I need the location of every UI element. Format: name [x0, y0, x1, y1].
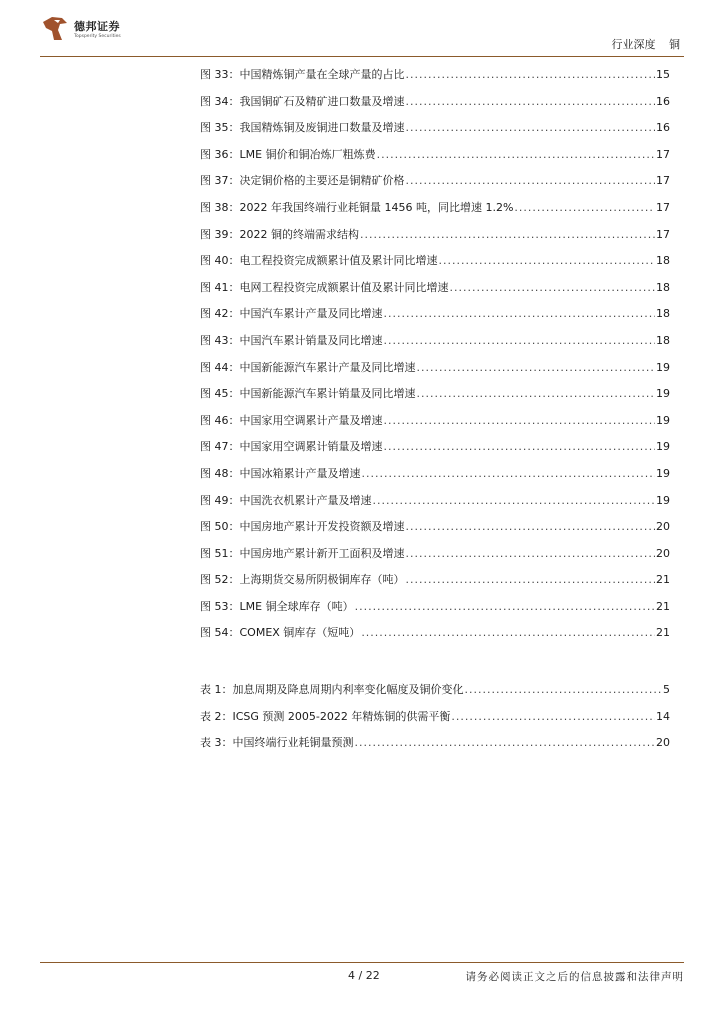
entry-label: 图 52：	[200, 573, 240, 587]
entry-title: 中国家用空调累计产量及增速	[239, 413, 383, 427]
entry-title: 中国家用空调累计销量及增速	[239, 440, 383, 454]
dot-leader	[514, 195, 655, 222]
entry-page-number: 18	[656, 307, 670, 321]
entry-title: 决定铜价格的主要还是铜精矿价格	[239, 174, 405, 188]
toc-entry[interactable]	[200, 620, 670, 647]
entry-label: 图 41：	[200, 280, 240, 294]
page-number: 4 / 22	[348, 969, 380, 982]
dot-leader	[417, 381, 656, 408]
table-of-contents	[200, 62, 670, 757]
entry-page-number: 15	[656, 68, 670, 81]
entry-label: 表 3：	[200, 736, 233, 750]
dot-leader	[406, 168, 656, 195]
toc-entry[interactable]	[200, 514, 670, 541]
entry-title: 2022 铜的终端需求结构	[239, 227, 359, 241]
dot-leader	[450, 275, 656, 302]
entry-title: 电网工程投资完成额累计值及累计同比增速	[239, 280, 449, 294]
dot-leader	[406, 89, 656, 116]
dot-leader	[384, 408, 656, 435]
toc-entry[interactable]	[200, 730, 670, 757]
table-list	[200, 677, 670, 757]
dot-leader	[406, 541, 656, 568]
toc-entry[interactable]	[200, 248, 670, 275]
brand-name: 德邦证券	[74, 20, 120, 33]
report-subject: 铜	[669, 38, 680, 51]
toc-entry[interactable]	[200, 62, 670, 89]
entry-title: 加息周期及降息周期内利率变化幅度及铜价变化	[232, 683, 464, 697]
dot-leader	[465, 677, 663, 704]
entry-label: 表 1：	[200, 683, 233, 697]
entry-title: 中国精炼铜产量在全球产量的占比	[239, 68, 405, 81]
figure-list	[200, 62, 670, 647]
toc-entry[interactable]	[200, 275, 670, 302]
toc-entry[interactable]	[200, 195, 670, 222]
entry-page-number: 20	[656, 520, 670, 534]
entry-title: 电工程投资完成额累计值及累计同比增速	[239, 254, 438, 268]
entry-page-number: 21	[656, 626, 670, 640]
entry-label: 图 51：	[200, 546, 240, 560]
toc-entry[interactable]	[200, 168, 670, 195]
dot-leader	[439, 248, 656, 275]
entry-page-number: 17	[656, 147, 670, 161]
footer-divider	[40, 962, 684, 963]
toc-entry[interactable]	[200, 594, 670, 621]
entry-label: 图 37：	[200, 174, 240, 188]
entry-label: 表 2：	[200, 709, 233, 723]
entry-title: 2022 年我国终端行业耗铜量 1456 吨，同比增速 1.2%	[239, 200, 514, 214]
entry-title: 中国冰箱累计产量及增速	[239, 466, 361, 480]
entry-label: 图 46：	[200, 413, 240, 427]
entry-label: 图 40：	[200, 254, 240, 268]
dot-leader	[355, 730, 656, 757]
entry-label: 图 48：	[200, 466, 240, 480]
entry-page-number: 19	[656, 413, 670, 427]
legal-disclaimer: 请务必阅读正文之后的信息披露和法律声明	[465, 971, 684, 983]
toc-entry[interactable]	[200, 677, 670, 704]
toc-entry[interactable]	[200, 488, 670, 515]
entry-label: 图 53：	[200, 599, 240, 613]
entry-label: 图 36：	[200, 147, 240, 161]
entry-title: 中国新能源汽车累计销量及同比增速	[239, 387, 416, 401]
entry-title: 中国房地产累计新开工面积及增速	[239, 546, 405, 560]
entry-title: 中国房地产累计开发投资额及增速	[239, 520, 405, 534]
entry-page-number: 21	[656, 573, 670, 587]
toc-entry[interactable]	[200, 355, 670, 382]
entry-page-number: 19	[656, 440, 670, 454]
entry-title: 中国洗衣机累计产量及增速	[239, 493, 372, 507]
toc-entry[interactable]	[200, 704, 670, 731]
entry-page-number: 17	[656, 174, 670, 188]
toc-entry[interactable]	[200, 328, 670, 355]
entry-page-number: 16	[656, 121, 670, 135]
dot-leader	[360, 222, 655, 249]
entry-label: 图 47：	[200, 440, 240, 454]
entry-title: 我国精炼铜及废铜进口数量及增速	[239, 121, 405, 135]
entry-page-number: 20	[656, 736, 670, 750]
entry-page-number: 5	[663, 683, 670, 697]
brand-subtitle: Topsperity Securities	[74, 34, 121, 39]
entry-title: 中国新能源汽车累计产量及同比增速	[239, 360, 416, 374]
entry-page-number: 18	[656, 280, 670, 294]
entry-title: 上海期货交易所阴极铜库存（吨）	[239, 573, 405, 587]
entry-label: 图 43：	[200, 333, 240, 347]
entry-page-number: 19	[656, 387, 670, 401]
entry-title: 中国汽车累计销量及同比增速	[239, 333, 383, 347]
dot-leader	[373, 488, 656, 515]
entry-page-number: 18	[656, 333, 670, 347]
entry-label: 图 39：	[200, 227, 240, 241]
dot-leader	[362, 461, 656, 488]
entry-label: 图 49：	[200, 493, 240, 507]
toc-entry[interactable]	[200, 381, 670, 408]
toc-entry[interactable]	[200, 434, 670, 461]
entry-page-number: 19	[656, 493, 670, 507]
entry-title: 中国汽车累计产量及同比增速	[239, 307, 383, 321]
toc-entry[interactable]	[200, 115, 670, 142]
dot-leader	[406, 115, 656, 142]
dot-leader	[377, 142, 655, 169]
header-divider	[40, 56, 684, 57]
dot-leader	[355, 594, 655, 621]
entry-title: COMEX 铜库存（短吨）	[239, 626, 361, 640]
section-gap	[200, 647, 670, 677]
dot-leader	[384, 328, 656, 355]
entry-page-number: 16	[656, 94, 670, 108]
dot-leader	[406, 62, 656, 89]
company-logo	[40, 14, 150, 48]
entry-page-number: 20	[656, 546, 670, 560]
entry-title: ICSG 预测 2005-2022 年精炼铜的供需平衡	[232, 709, 451, 723]
entry-title: 我国铜矿石及精矿进口数量及增速	[239, 94, 405, 108]
entry-title: 中国终端行业耗铜量预测	[232, 736, 354, 750]
toc-entry[interactable]	[200, 301, 670, 328]
dot-leader	[417, 355, 656, 382]
dot-leader	[361, 620, 655, 647]
entry-page-number: 14	[656, 709, 670, 723]
logo-icon	[40, 14, 70, 44]
toc-entry[interactable]	[200, 222, 670, 249]
dot-leader	[384, 434, 656, 461]
dot-leader	[451, 704, 655, 731]
entry-label: 图 42：	[200, 307, 240, 321]
dot-leader	[384, 301, 656, 328]
entry-page-number: 21	[656, 599, 670, 613]
entry-page-number: 17	[656, 200, 670, 214]
entry-label: 图 33：	[200, 68, 240, 81]
entry-label: 图 54：	[200, 626, 240, 640]
toc-entry[interactable]	[200, 89, 670, 116]
entry-label: 图 44：	[200, 360, 240, 374]
entry-title: LME 铜价和铜冶炼厂粗炼费	[239, 147, 376, 161]
entry-label: 图 50：	[200, 520, 240, 534]
report-category	[602, 36, 681, 52]
entry-label: 图 35：	[200, 121, 240, 135]
entry-page-number: 19	[656, 466, 670, 480]
toc-entry[interactable]	[200, 461, 670, 488]
page-header	[40, 14, 684, 54]
entry-label: 图 34：	[200, 94, 240, 108]
dot-leader	[406, 567, 656, 594]
toc-entry[interactable]	[200, 567, 670, 594]
report-type: 行业深度	[611, 38, 656, 51]
toc-entry[interactable]	[200, 541, 670, 568]
entry-label: 图 38：	[200, 200, 240, 214]
dot-leader	[406, 514, 656, 541]
toc-entry[interactable]	[200, 142, 670, 169]
entry-title: LME 铜全球库存（吨）	[239, 599, 354, 613]
entry-page-number: 19	[656, 360, 670, 374]
entry-page-number: 18	[656, 254, 670, 268]
toc-entry[interactable]	[200, 408, 670, 435]
entry-label: 图 45：	[200, 387, 240, 401]
entry-page-number: 17	[656, 227, 670, 241]
